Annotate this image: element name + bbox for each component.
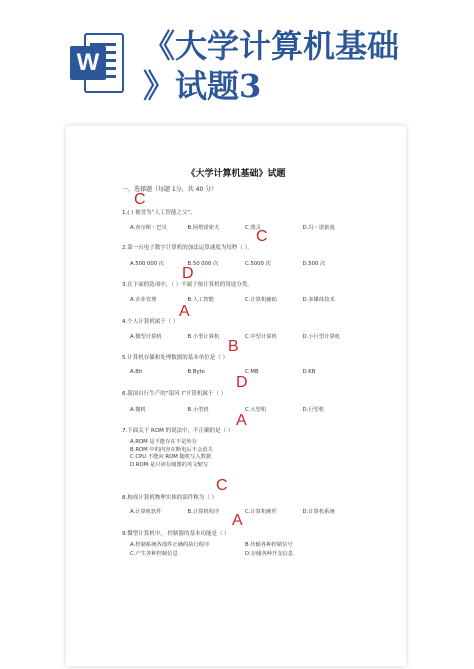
question-7-options <box>130 439 360 469</box>
option-d: D.冯・诺依曼 <box>302 225 335 231</box>
answer-mark-1: C <box>134 191 146 208</box>
option-b: B.ROM 中的内容在断电后不会消失 <box>130 446 213 453</box>
question-3: 3.在下面的选项中，（ ）不属于按计算机的用途分类。 <box>122 282 253 288</box>
option-d: D.存储各种开支信息 <box>245 550 294 557</box>
option-a: A.ROM 是不能存在不是外存 <box>130 439 197 445</box>
option-a: A.控制系统各部件正确的执行程序 <box>130 542 210 548</box>
option-c: C.MB <box>245 369 259 375</box>
banner-header <box>0 0 474 118</box>
question-2-options <box>130 259 360 267</box>
word-document-icon <box>70 33 126 95</box>
option-b: B.50 000 次 <box>187 261 219 267</box>
option-c: C.5000 次 <box>245 261 271 267</box>
word-w-badge: W <box>70 46 106 80</box>
question-3-options <box>130 295 360 303</box>
document-title: 《大学计算机基础》试题 <box>186 169 286 179</box>
option-d: D.KB <box>302 369 316 375</box>
option-d: D.计算机系统 <box>302 509 335 515</box>
option-b: B.小型机 <box>187 407 209 413</box>
title-line-2: 》试题3 <box>143 67 262 105</box>
option-b: B.阿塔诺索夫 <box>187 225 220 231</box>
option-c: C.计算机辅助 <box>245 297 277 303</box>
answer-mark-3: D <box>182 265 194 282</box>
option-c: C.大型机 <box>245 407 267 413</box>
question-9-options <box>130 542 360 558</box>
question-4: 4.个人计算机属于（ ） <box>122 319 179 325</box>
option-d: D.小巨型计算机 <box>302 334 341 340</box>
document-page <box>66 126 406 666</box>
title-line-1: 《大学计算机基础 <box>143 27 400 65</box>
option-d: D.500 次 <box>302 261 326 267</box>
option-b: B.传输各种控制信号 <box>245 542 293 548</box>
option-c: C.计算机硬件 <box>245 509 277 515</box>
page-title <box>143 26 463 106</box>
answer-mark-5: B <box>228 338 239 355</box>
option-a: A.微机 <box>130 407 146 413</box>
answer-mark-6: D <box>236 374 248 391</box>
option-c: C.图灵 <box>245 225 261 231</box>
option-a: A.计算机软件 <box>130 509 162 515</box>
option-a: A.微型计算机 <box>130 334 162 340</box>
question-9: 9.微型计算机中， 控制器的基本功能是（ ） <box>122 531 230 537</box>
option-d: D.ROM 是只读存储器的英文缩写 <box>130 461 209 468</box>
answer-mark-4: A <box>179 303 190 320</box>
question-4-options <box>130 332 360 340</box>
option-c: C.CPU 不能向 ROM 随机写入数据 <box>130 454 212 460</box>
question-7: 7.下面关于 ROM 的说法中，不正确的是（ ） <box>122 428 234 434</box>
option-a: A.500 000 次 <box>130 261 165 267</box>
option-d: D.多媒体技术 <box>302 297 335 303</box>
answer-mark-9: A <box>232 512 243 529</box>
question-1: 1.( ) 被誉为“人工智能之父”。 <box>122 210 196 216</box>
answer-mark-7: A <box>236 412 247 429</box>
question-6: 6.我国自行生产的“银河 Ⅰ”计算机属于（ ） <box>122 391 227 397</box>
option-b: B.计算机程序 <box>187 509 220 515</box>
option-b: B.小型计算机 <box>187 334 220 340</box>
question-8-options <box>130 507 360 515</box>
option-a: A.Bit <box>130 369 143 375</box>
option-c: C.中型计算机 <box>245 334 277 340</box>
answer-mark-2: C <box>256 228 268 245</box>
option-a: A.企业管理 <box>130 297 157 303</box>
answer-mark-8: C <box>216 477 228 494</box>
question-2: 2.第一台电子数字计算机的加法运算速度为每秒（ ）。 <box>122 245 253 251</box>
option-c: C.产生各种控制信息 <box>130 550 178 557</box>
option-b: B.人工智能 <box>187 297 215 303</box>
option-d: D.巨型机 <box>302 407 325 413</box>
question-1-options <box>130 223 360 231</box>
option-a: A.查尔斯・巴贝 <box>130 225 167 231</box>
question-5: 5.计算机存储和处理数据的基本单位是（ ） <box>122 355 228 361</box>
option-b: B.Byte <box>187 369 205 375</box>
question-8: 8.构成计算机物理实体的部件称为（ ） <box>122 495 217 501</box>
section-heading: 一、选择题（每题 1分，共 40 分） <box>122 186 218 193</box>
